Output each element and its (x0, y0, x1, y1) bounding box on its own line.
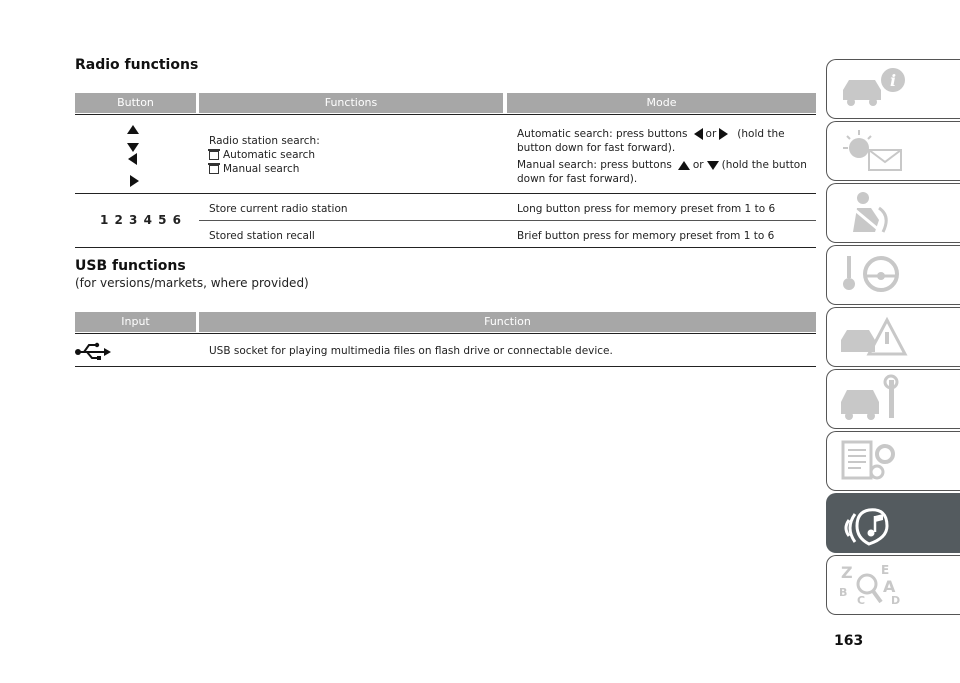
header-input: Input (75, 312, 196, 332)
functions-item: Automatic search (209, 148, 499, 162)
row-rule (75, 247, 816, 248)
functions-title: Radio station search: (209, 135, 320, 147)
tab-technical-data[interactable] (826, 431, 960, 491)
index-icon (835, 560, 915, 610)
multimedia-icon (835, 498, 915, 548)
svg-text:i: i (890, 71, 897, 90)
svg-text:D: D (891, 594, 901, 607)
up-arrow-icon (127, 125, 139, 134)
radio-functions-title: Radio functions (75, 57, 199, 73)
mode-auto-line: Automatic search: press buttons or (hold the (517, 128, 785, 140)
mode-recall: Brief button press for memory preset from 1 to 6 (517, 230, 775, 242)
usb-function-text: USB socket for playing multimedia files on flash drive or connectable device. (209, 345, 613, 357)
mode-search: Automatic search: press buttons or (hold the button down for fast forward). Manual search: press buttons or (hold the button down for fast forward). (517, 127, 815, 186)
warning-lights-icon (835, 126, 915, 176)
breakdown-icon (835, 312, 915, 362)
bullet-icon (209, 151, 219, 160)
svg-text:Z: Z (841, 563, 853, 582)
car-info-icon (835, 64, 915, 114)
seat-safety-icon (835, 188, 915, 238)
tab-car-info[interactable] (826, 59, 960, 119)
header-functions: Functions (199, 93, 503, 113)
svg-text:A: A (883, 577, 896, 596)
mode-store: Long button press for memory preset from 1 to 6 (517, 203, 776, 215)
header-button: Button (75, 93, 196, 113)
tab-multimedia[interactable] (826, 493, 960, 553)
tab-index[interactable] (826, 555, 960, 615)
left-arrow-icon (694, 128, 703, 140)
usb-functions-subtitle: (for versions/markets, where provided) (75, 276, 309, 290)
functions-radio-search (209, 134, 499, 176)
svg-text:E: E (881, 563, 890, 577)
functions-store: Store current radio station (209, 203, 348, 215)
header-mode: Mode (507, 93, 816, 113)
page-number: 163 (834, 633, 864, 649)
tab-warning-lights[interactable] (826, 121, 960, 181)
functions-recall: Stored station recall (209, 230, 315, 242)
tab-breakdown[interactable] (826, 307, 960, 367)
tab-seat-safety[interactable] (826, 183, 960, 243)
car-service-icon (835, 374, 915, 424)
up-arrow-icon (678, 161, 690, 170)
down-arrow-icon (707, 161, 719, 170)
row-rule (75, 193, 816, 194)
usb-functions-title: USB functions (75, 258, 186, 274)
tab-car-service[interactable] (826, 369, 960, 429)
usb-icon (74, 341, 112, 361)
mode-manual-line: Manual search: press buttons or (hold the button (517, 159, 807, 171)
technical-data-icon (835, 436, 915, 486)
tab-steering-key[interactable] (826, 245, 960, 305)
svg-text:C: C (857, 594, 866, 607)
functions-item: Manual search (209, 162, 499, 176)
row-rule (199, 220, 816, 221)
bullet-icon (209, 165, 219, 174)
steering-key-icon (835, 250, 915, 300)
left-arrow-icon (128, 153, 137, 165)
svg-text:B: B (839, 586, 848, 599)
down-arrow-icon (127, 143, 139, 152)
right-arrow-icon (719, 128, 728, 140)
header-rule (75, 333, 816, 334)
preset-buttons: 1 2 3 4 5 6 (100, 213, 182, 227)
header-function: Function (199, 312, 816, 332)
right-arrow-icon (130, 175, 139, 187)
header-rule (75, 114, 816, 115)
row-rule (75, 366, 816, 367)
